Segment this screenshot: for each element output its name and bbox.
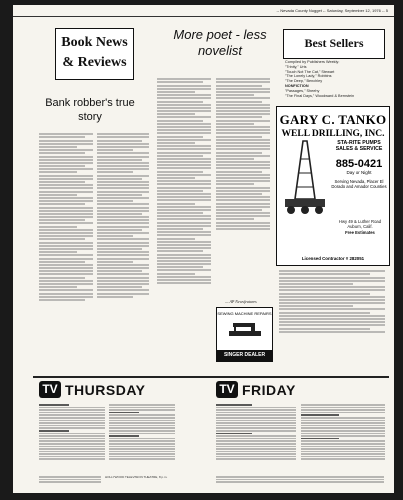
friday-listings-col1: [216, 403, 296, 473]
page-header-text: -- Nevada County Nugget -- Saturday, September 12, 1976 -- 5: [276, 8, 388, 13]
tanko-tagline1: STA-RITE PUMPS: [337, 140, 381, 146]
tv-logo-icon: TV: [216, 381, 238, 398]
right-column-article: [279, 269, 385, 369]
tanko-company: WELL DRILLING, INC.: [281, 129, 385, 139]
thursday-listings-col2: [109, 403, 175, 473]
book-news-box: [55, 28, 134, 80]
bestsellers-title: Best Sellers: [304, 36, 364, 50]
novelist-byline: — AP Newsfeatures: [225, 299, 257, 304]
bank-robber-headline: Bank robber's true story: [45, 97, 135, 123]
bestseller-item: "Passages," Sheehy: [285, 88, 320, 93]
bestsellers-box: [283, 29, 385, 59]
sewing-ad: [216, 307, 273, 362]
friday-listings-col2: [301, 403, 385, 473]
newspaper-page: [13, 5, 394, 493]
tanko-city: Auburn, Calif.: [347, 224, 373, 230]
sewing-ad-dealer: SINGER DEALER: [217, 350, 272, 361]
bestseller-item: "The Final Days," Woodward & Bernstein: [285, 93, 355, 98]
tv-friday-header: [216, 381, 366, 399]
bank-robber-article-col2: [97, 132, 149, 374]
tanko-address: Hwy 49 & Luther Road: [338, 219, 382, 224]
bestsellers-intro: Compiled by Publishers Weekly:: [285, 60, 340, 64]
friday-footnote: [216, 475, 384, 491]
novelist-article-col1: [157, 77, 211, 373]
page-header: [13, 5, 394, 17]
tv-friday-label: FRIDAY: [242, 382, 296, 398]
tanko-service: Serving Nevada, Placer El Dorado and Amador Counties: [331, 179, 387, 189]
bank-robber-article-col1: [39, 132, 93, 374]
tv-thursday-label: THURSDAY: [65, 382, 146, 398]
novelist-headline: More poet - less novelist: [173, 27, 267, 58]
thursday-footnote: [39, 475, 101, 491]
tv-thursday-header: [39, 381, 189, 399]
thursday-listings-col1: [39, 403, 105, 473]
sewing-machine-icon: [225, 319, 265, 339]
bestseller-item: "Touch Not The Cat," Stewart: [285, 69, 335, 74]
tanko-name: GARY C. TANKO: [279, 112, 387, 127]
bestseller-item: "The Lonely Lady," Robbins: [285, 74, 332, 79]
tanko-license: Licensed Contractor # 282051: [301, 256, 365, 261]
drill-rig-icon: [281, 139, 329, 219]
tanko-tagline2: SALES & SERVICE: [335, 146, 383, 152]
bestsellers-list: [285, 60, 385, 98]
tanko-phone: 885-0421: [335, 158, 383, 170]
tv-section-divider: [33, 376, 389, 378]
bestseller-section-label: NONFICTION: [285, 83, 309, 88]
sewing-ad-line1: SEWING MACHINE REPAIRS: [217, 311, 272, 316]
bestseller-item: "Trinity," Uris: [285, 64, 307, 69]
bestseller-item: "The Deep," Benchley: [285, 79, 323, 84]
tanko-ad: [276, 106, 390, 266]
tanko-slogan: Day or Night: [346, 170, 372, 175]
tanko-estimates: Free Estimates: [345, 229, 375, 235]
novelist-article-col2: [216, 77, 270, 297]
tv-logo-icon: TV: [39, 381, 61, 398]
book-news-title: Book News & Reviews: [61, 35, 128, 70]
hollywood-theatre-note: HOLLYWOOD TELEVISION THEATRE, 8 p.m.: [105, 475, 168, 479]
